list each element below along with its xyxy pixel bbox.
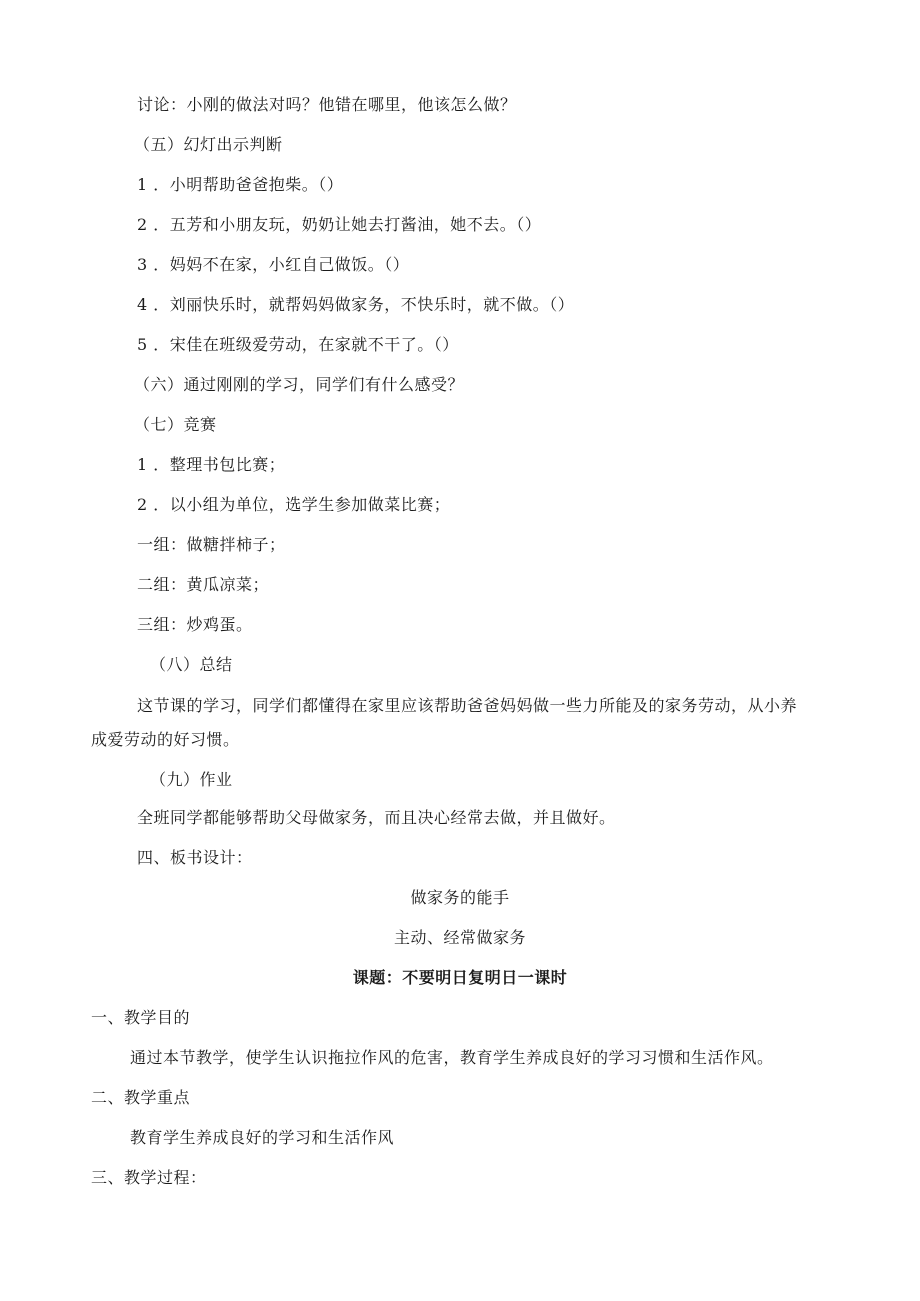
section-six-heading: （六）通过刚刚的学习，同学们有什么感受？ bbox=[134, 375, 465, 394]
board-subtitle: 主动、经常做家务 bbox=[393, 928, 526, 947]
judgment-item-1: 1 ．小明帮助爸爸抱柴。（） bbox=[137, 175, 344, 194]
contest-item-2: 2 ．以小组为单位，选学生参加做菜比赛； bbox=[137, 495, 451, 514]
judgment-item-5: 5 ．宋佳在班级爱劳动，在家就不干了。（） bbox=[137, 335, 459, 354]
board-design-heading: 四、板书设计： bbox=[137, 848, 253, 867]
judgment-item-4: 4 ．刘丽快乐时，就帮妈妈做家务，不快乐时，就不做。（） bbox=[137, 295, 575, 314]
contest-item-1: 1 ．整理书包比赛； bbox=[137, 455, 286, 474]
section-seven-heading: （七）竞赛 bbox=[134, 415, 217, 434]
board-title: 做家务的能手 bbox=[410, 888, 510, 907]
judgment-item-3: 3 ．妈妈不在家，小红自己做饭。（） bbox=[137, 255, 410, 274]
group-one-line: 一组：做糖拌柿子； bbox=[137, 535, 286, 554]
lesson-title: 课题：不要明日复明日一课时 bbox=[352, 968, 568, 987]
section-eight-heading: （八）总结 bbox=[150, 655, 233, 674]
group-three-line: 三组：炒鸡蛋。 bbox=[137, 615, 253, 634]
teaching-focus-text: 教育学生养成良好的学习和生活作风 bbox=[130, 1128, 395, 1147]
section-five-heading: （五）幻灯出示判断 bbox=[134, 135, 283, 154]
teaching-goal-text: 通过本节教学，使学生认识拖拉作风的危害，教育学生养成良好的学习习惯和生活作风。 bbox=[130, 1048, 774, 1067]
group-two-line: 二组：黄瓜凉菜； bbox=[137, 575, 270, 594]
discussion-line: 讨论：小刚的做法对吗？他错在哪里，他该怎么做？ bbox=[137, 95, 517, 114]
summary-paragraph-line-1: 这节课的学习，同学们都懂得在家里应该帮助爸爸妈妈做一些力所能及的家务劳动，从小养 bbox=[137, 696, 798, 715]
summary-paragraph-line-2: 成爱劳动的好习惯。 bbox=[91, 730, 240, 749]
judgment-item-2: 2 ．五芳和小朋友玩，奶奶让她去打酱油，她不去。（） bbox=[137, 215, 542, 234]
teaching-goal-heading: 一、教学目的 bbox=[91, 1008, 191, 1027]
homework-line: 全班同学都能够帮助父母做家务，而且决心经常去做，并且做好。 bbox=[137, 808, 616, 827]
teaching-process-heading: 三、教学过程： bbox=[91, 1168, 207, 1187]
teaching-focus-heading: 二、教学重点 bbox=[91, 1088, 191, 1107]
section-nine-heading: （九）作业 bbox=[150, 770, 233, 789]
